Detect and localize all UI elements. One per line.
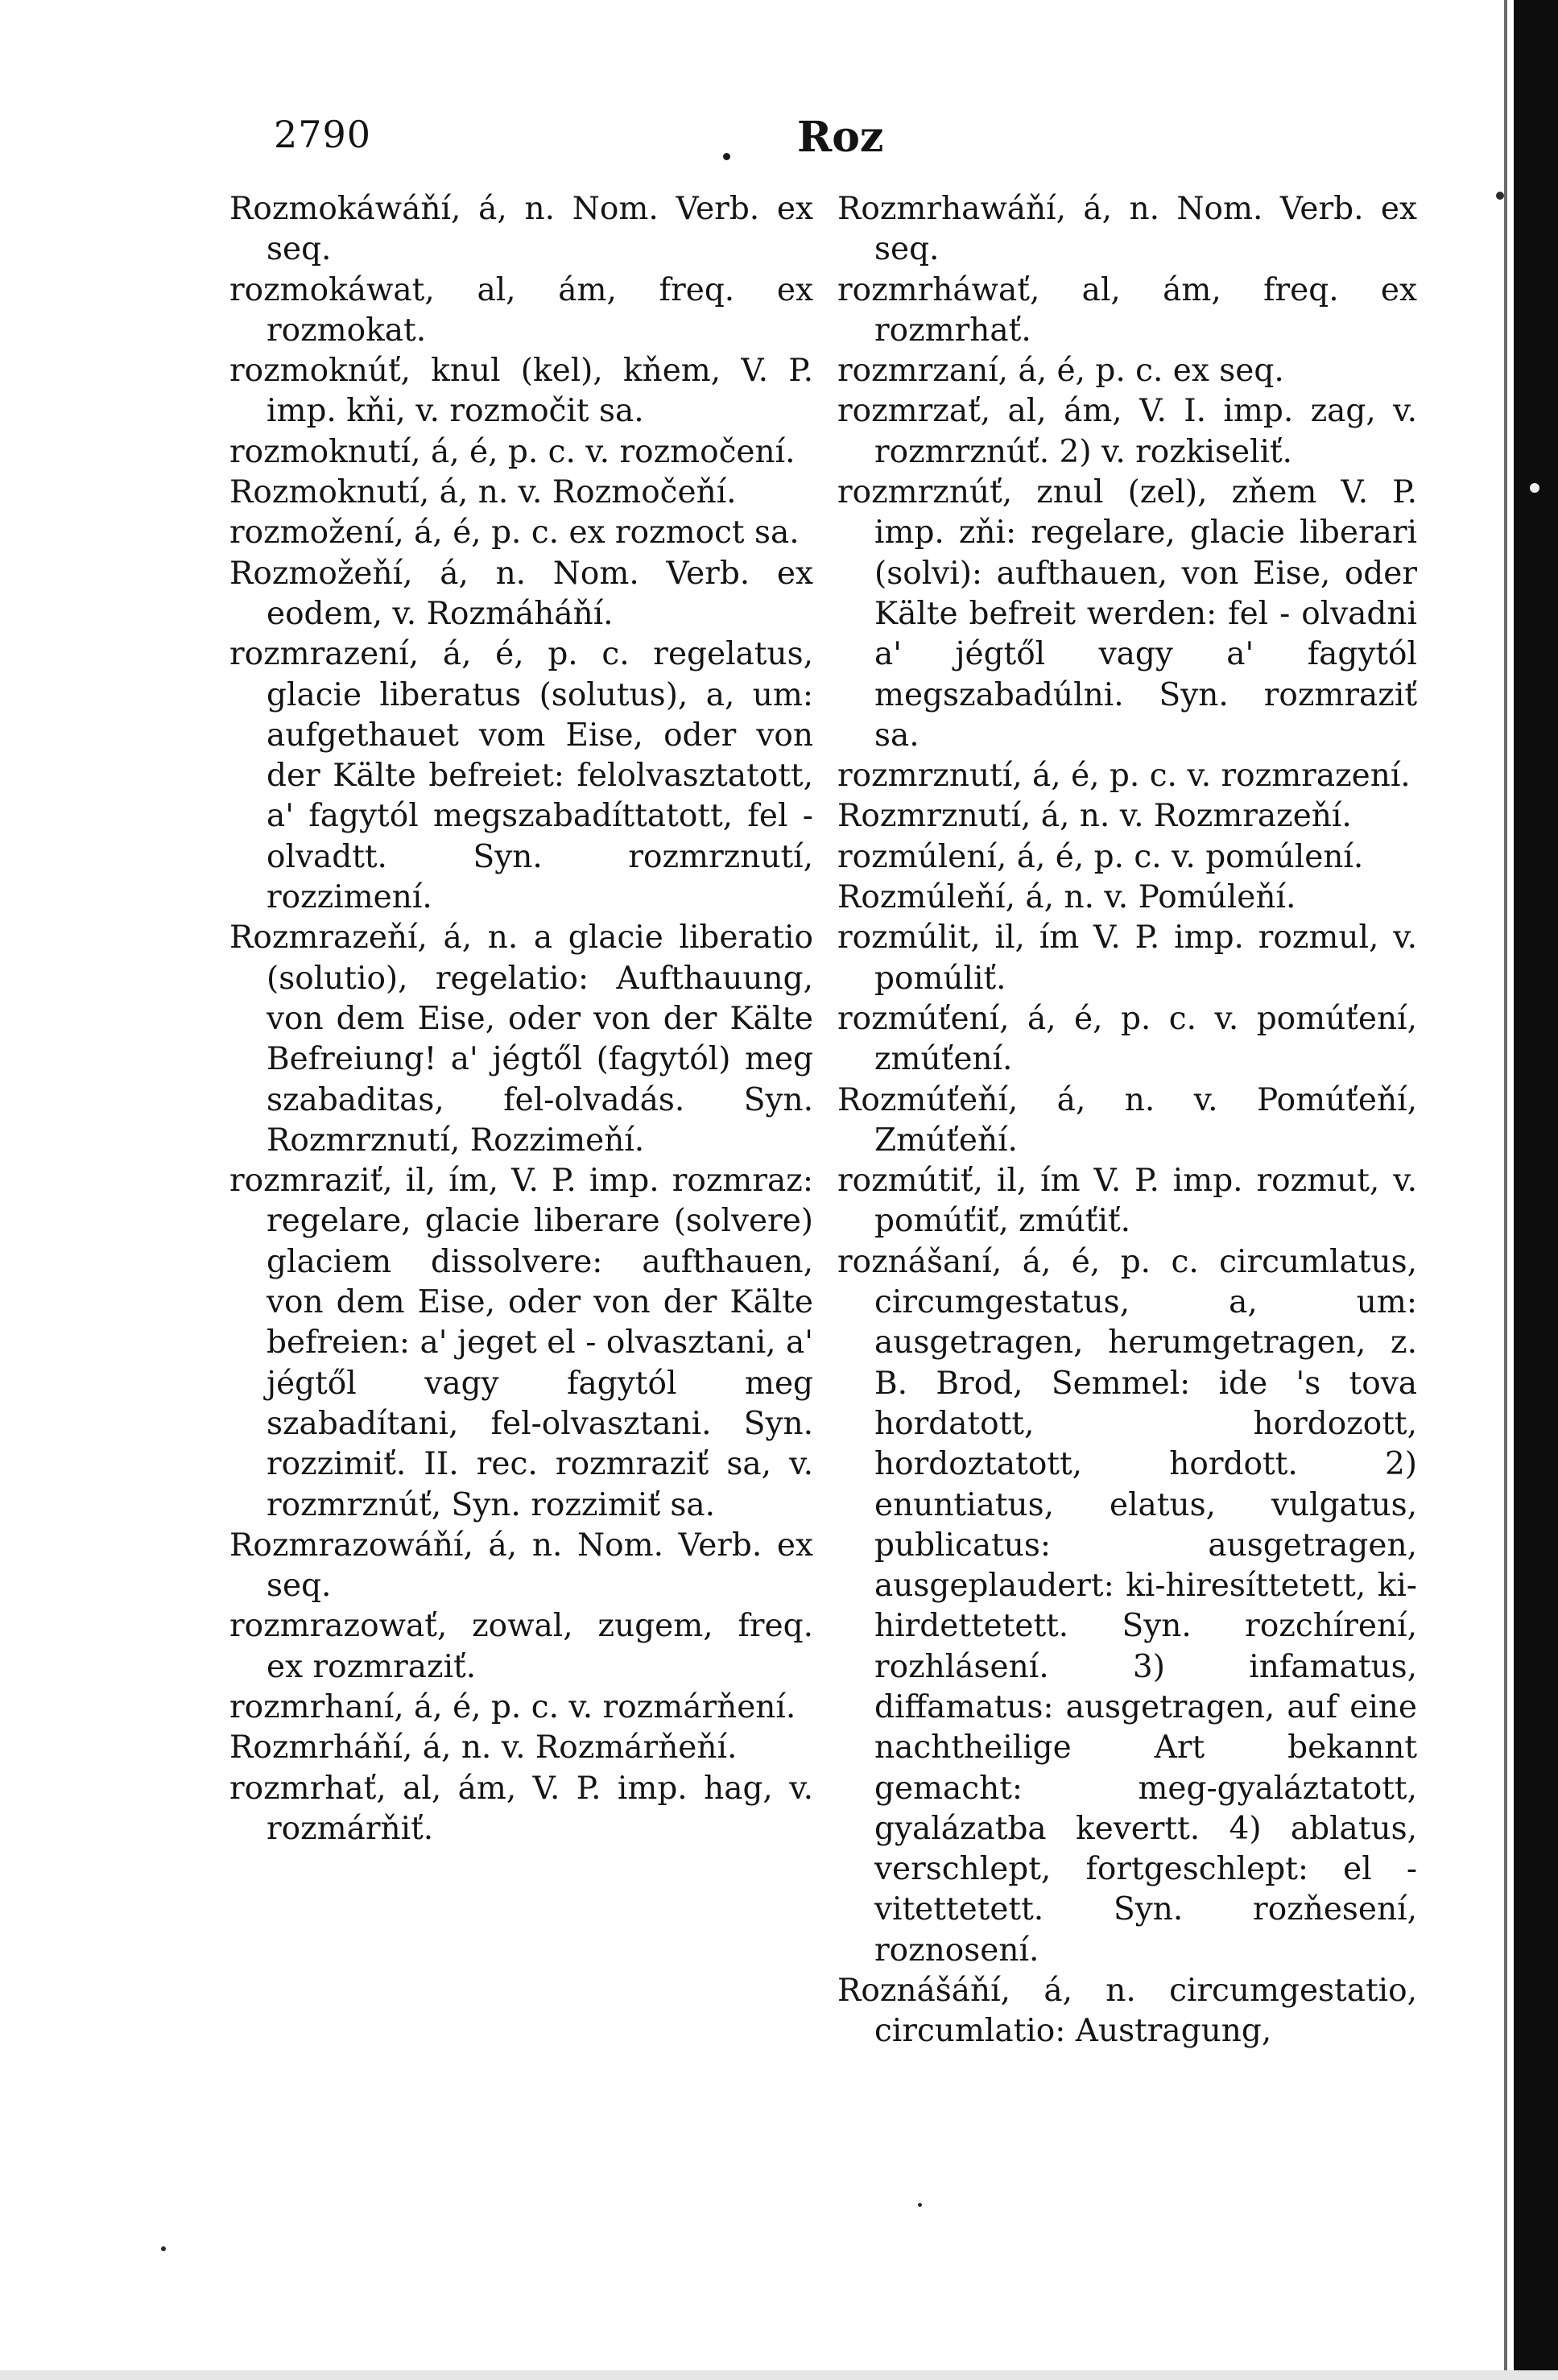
left-column bbox=[229, 189, 813, 2170]
dictionary-entry: Rozmúťeňí, á, n. v. Pomúťeňí, Zmúťeňí. bbox=[837, 1081, 1417, 1159]
scan-speck bbox=[161, 2246, 166, 2251]
scan-bottom-band bbox=[0, 2370, 1558, 2380]
dictionary-entry: Rozmrháňí, á, n. v. Rozmárňeňí. bbox=[229, 1729, 738, 1766]
right-column bbox=[837, 189, 1417, 2170]
dictionary-entry: Rozmožeňí, á, n. Nom. Verb. ex eodem, v. Rozmáháňí. bbox=[229, 555, 813, 632]
running-head: Roz bbox=[797, 113, 884, 162]
dictionary-entry: rozmúlit, il, ím V. P. imp. rozmul, v. pomúliť. bbox=[837, 919, 1417, 997]
dictionary-entry: roznášaní, á, é, p. c. circumlatus, circumgestatus, a, um: ausgetragen, herumgetragen, z. B. Brod, Semmel: ide 's tova hordatott, hordozott, hordoztatott, hordott. 2) enuntiatus, elatus, vulgatus, publicatus: ausgetragen, ausgeplaudert: ki-hiresíttetett, ki-hirdettetett. Syn. rozchírení, rozhlásení. 3) infamatus, diffamatus: ausgetragen, auf eine nachtheilige Art bekannt gemacht: meg-gyaláztatott, gyalázatba kevertt. 4) ablatus, verschlept, fortgeschlept: el - vitettetett. Syn. rozňesení, roznosení. bbox=[837, 1243, 1417, 1969]
dictionary-entry: rozmrhať, al, ám, V. P. imp. hag, v. rozmárňiť. bbox=[229, 1770, 813, 1847]
dictionary-entry: Roznášáňí, á, n. circumgestatio, circumlatio: Austragung, bbox=[837, 1973, 1417, 2050]
page-edge-shadow bbox=[1504, 0, 1507, 2380]
dictionary-entry: rozmúlení, á, é, p. c. v. pomúlení. bbox=[837, 838, 1364, 875]
dictionary-entry: Rozmoknutí, á, n. v. Rozmočeňí. bbox=[229, 474, 737, 511]
dictionary-entry: rozmokáwat, al, ám, freq. ex rozmokat. bbox=[229, 271, 813, 349]
dictionary-entry: Rozmrazowáňí, á, n. Nom. Verb. ex seq. bbox=[229, 1527, 813, 1605]
scan-speck bbox=[1496, 192, 1504, 200]
dictionary-entry: rozmoknúť, knul (kel), kňem, V. P. imp. kňi, v. rozmočit sa. bbox=[229, 353, 813, 430]
scan-speck bbox=[1530, 483, 1539, 493]
scan-border bbox=[1514, 0, 1558, 2380]
dictionary-entry: rozmožení, á, é, p. c. ex rozmoct sa. bbox=[229, 514, 800, 552]
scan-speck bbox=[918, 2203, 922, 2207]
dictionary-entry: rozmrazení, á, é, p. c. regelatus, glacie liberatus (solutus), a, um: aufgethauet vom Eise, oder von der Kälte befreiet: felolvasztatott, a' fagytól megszabadíttatott, fel - olvadtt. Syn. rozmrznutí, rozzimení. bbox=[229, 636, 813, 916]
dictionary-entry: rozmrzaní, á, é, p. c. ex seq. bbox=[837, 353, 1284, 390]
dictionary-entry: rozmúťení, á, é, p. c. v. pomúťení, zmúťení. bbox=[837, 1000, 1417, 1078]
dictionary-entry: rozmrzať, al, ám, V. I. imp. zag, v. rozmrznúť. 2) v. rozkiseliť. bbox=[837, 393, 1417, 470]
dictionary-entry: rozmrznúť, znul (zel), zňem V. P. imp. zňi: regelare, glacie liberari (solvi): aufthauen, von Eise, oder Kälte befreit werden: fel - olvadni a' jégtől vagy a' fagytól megszabadúlni. Syn. rozmraziť sa. bbox=[837, 474, 1417, 754]
dictionary-entry: rozmrháwať, al, ám, freq. ex rozmrhať. bbox=[837, 271, 1417, 349]
dictionary-entry: rozmrazowať, zowal, zugem, freq. ex rozmraziť. bbox=[229, 1608, 813, 1685]
dictionary-entry: Rozmrhawáňí, á, n. Nom. Verb. ex seq. bbox=[837, 191, 1417, 268]
dictionary-entry: rozmrznutí, á, é, p. c. v. rozmrazení. bbox=[837, 758, 1411, 795]
dictionary-entry: rozmrhaní, á, é, p. c. v. rozmárňení. bbox=[229, 1688, 796, 1725]
dictionary-entry: Rozmrazeňí, á, n. a glacie liberatio (solutio), regelatio: Aufthauung, von dem Eise, oder von der Kälte Befreiung! a' jégtől (fagytól) meg szabaditas, fel-olvadás. Syn. Rozmrznutí, Rozzimeňí. bbox=[229, 919, 813, 1159]
dictionary-entry: Rozmrznutí, á, n. v. Rozmrazeňí. bbox=[837, 798, 1352, 835]
dictionary-entry: rozmraziť, il, ím, V. P. imp. rozmraz: regelare, glacie liberare (solvere) glaciem dissolvere: aufthauen, von dem Eise, oder von der Kälte befreien: a' jeget el - olvasztani, a' jégtől vagy fagytól meg szabadítani, fel-olvasztani. Syn. rozzimiť. II. rec. rozmraziť sa, v. rozmrznúť, Syn. rozzimiť sa. bbox=[229, 1163, 813, 1523]
dictionary-entry: rozmoknutí, á, é, p. c. v. rozmočení. bbox=[229, 433, 796, 470]
dictionary-entry: Rozmokáwáňí, á, n. Nom. Verb. ex seq. bbox=[229, 191, 813, 268]
dictionary-entry: rozmútiť, il, ím V. P. imp. rozmut, v. pomúťiť, zmúťiť. bbox=[837, 1163, 1417, 1240]
head-dot bbox=[723, 153, 730, 160]
dictionary-entry: Rozmúleňí, á, n. v. Pomúleňí. bbox=[837, 879, 1296, 916]
page-number: 2790 bbox=[274, 113, 372, 156]
